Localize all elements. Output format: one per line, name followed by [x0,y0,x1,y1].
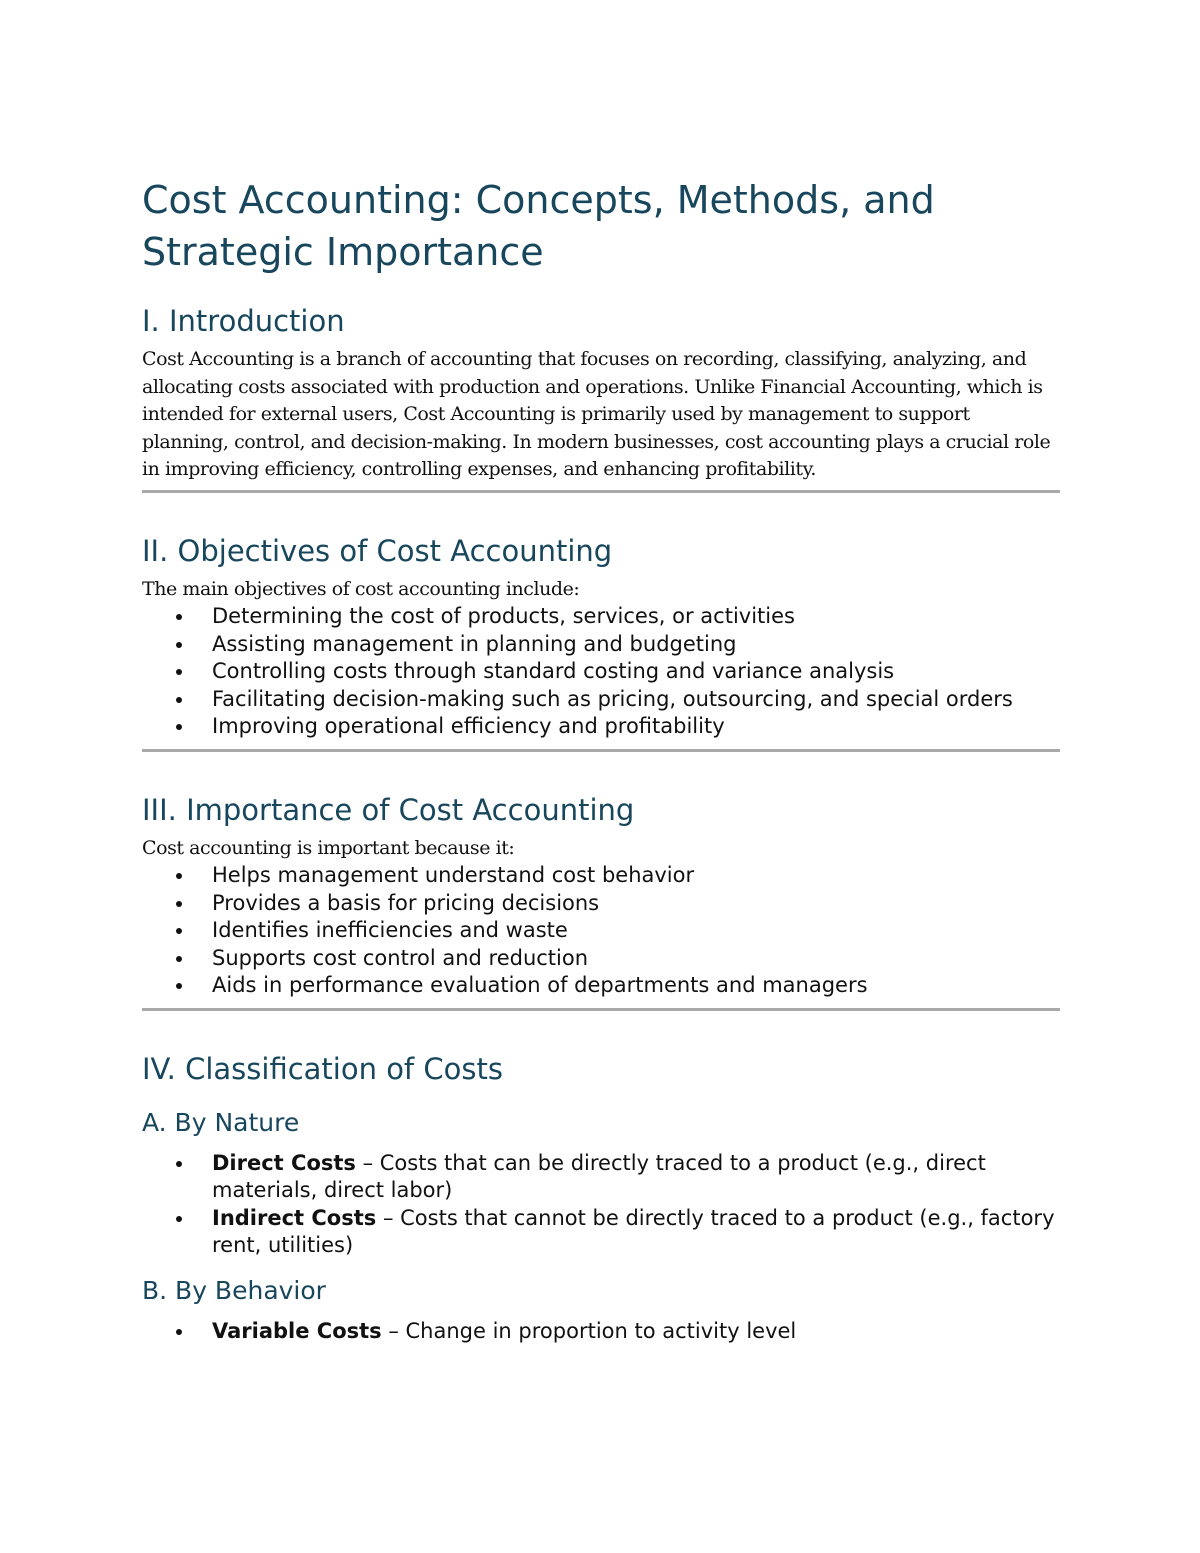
list-item [142,972,1060,1000]
bullet-icon [176,983,182,989]
subsection-heading-by-behavior: B. By Behavior [142,1275,326,1305]
bullet-icon [176,642,182,648]
section-heading-importance: III. Importance of Cost Accounting [142,792,635,827]
bullet-icon [176,697,182,703]
list-item-text: Determining the cost of products, services, or activities [212,604,795,628]
list-item [142,603,1060,631]
list-item [142,713,1060,741]
list-item-text: Aids in performance evaluation of departments and managers [212,973,868,997]
by-behavior-list [142,1318,1060,1346]
list-item-text: Improving operational efficiency and profitability [212,714,725,738]
list-item-text: Provides a basis for pricing decisions [212,890,600,915]
section-heading-objectives: II. Objectives of Cost Accounting [142,533,613,568]
term-label: Direct Costs [212,1150,356,1175]
objectives-lead-text: The main objectives of cost accounting include: [142,577,580,600]
section-divider [142,1008,1060,1011]
importance-list [142,862,1060,1000]
document-content [142,174,1060,1345]
bullet-icon [176,614,182,620]
list-item-text: Controlling costs through standard costing and variance analysis [212,659,895,683]
list-item [142,890,1060,918]
term-description: – Costs that cannot be directly traced to a product (e.g., factory rent, utilities) [212,1205,1055,1257]
bullet-icon [176,1329,182,1335]
bullet-icon [176,928,182,934]
list-item-text: Facilitating decision-making such as pricing, outsourcing, and special orders [212,686,1013,711]
list-item [142,917,1060,945]
introduction-paragraph: Cost Accounting is a branch of accounting that focuses on recording, classifying, analyzing, and allocating costs associated with production and operations. Unlike Financial Accounting, which is intended for external users, Cost Accounting is primarily used by management to support planning, control, and decision-making. In modern businesses, cost accounting plays a crucial role in improving efficiency, controlling expenses, and enhancing profitability. [142,348,1051,480]
list-item-text: Identifies inefficiencies and waste [212,918,568,942]
bullet-icon [176,901,182,907]
term-label: Variable Costs [212,1318,382,1343]
section-divider [142,490,1060,493]
list-item [142,686,1060,714]
list-item [142,1318,1060,1346]
list-item [142,945,1060,973]
list-item [142,1150,1060,1205]
bullet-icon [176,956,182,962]
list-item [142,1205,1060,1260]
list-item [142,658,1060,686]
section-divider [142,749,1060,752]
importance-lead-text: Cost accounting is important because it: [142,836,515,859]
bullet-icon [176,873,182,879]
by-nature-list [142,1150,1060,1260]
document-title: Cost Accounting: Concepts, Methods, and Strategic Importance [142,178,935,274]
term-description: – Change in proportion to activity level [381,1318,797,1343]
list-item [142,631,1060,659]
section-heading-introduction: I. Introduction [142,304,345,338]
list-item-text: Assisting management in planning and budgeting [212,631,737,656]
list-item-text: Helps management understand cost behavior [212,863,695,887]
subsection-heading-by-nature: A. By Nature [142,1107,300,1137]
list-item-text: Supports cost control and reduction [212,945,589,970]
list-item [142,862,1060,890]
bullet-icon [176,1161,182,1167]
bullet-icon [176,724,182,730]
bullet-icon [176,669,182,675]
term-label: Indirect Costs [212,1205,377,1230]
term-description: – Costs that can be directly traced to a product (e.g., direct materials, direct labor) [212,1150,986,1202]
bullet-icon [176,1216,182,1222]
objectives-list [142,603,1060,741]
section-heading-classification: IV. Classification of Costs [142,1051,503,1086]
